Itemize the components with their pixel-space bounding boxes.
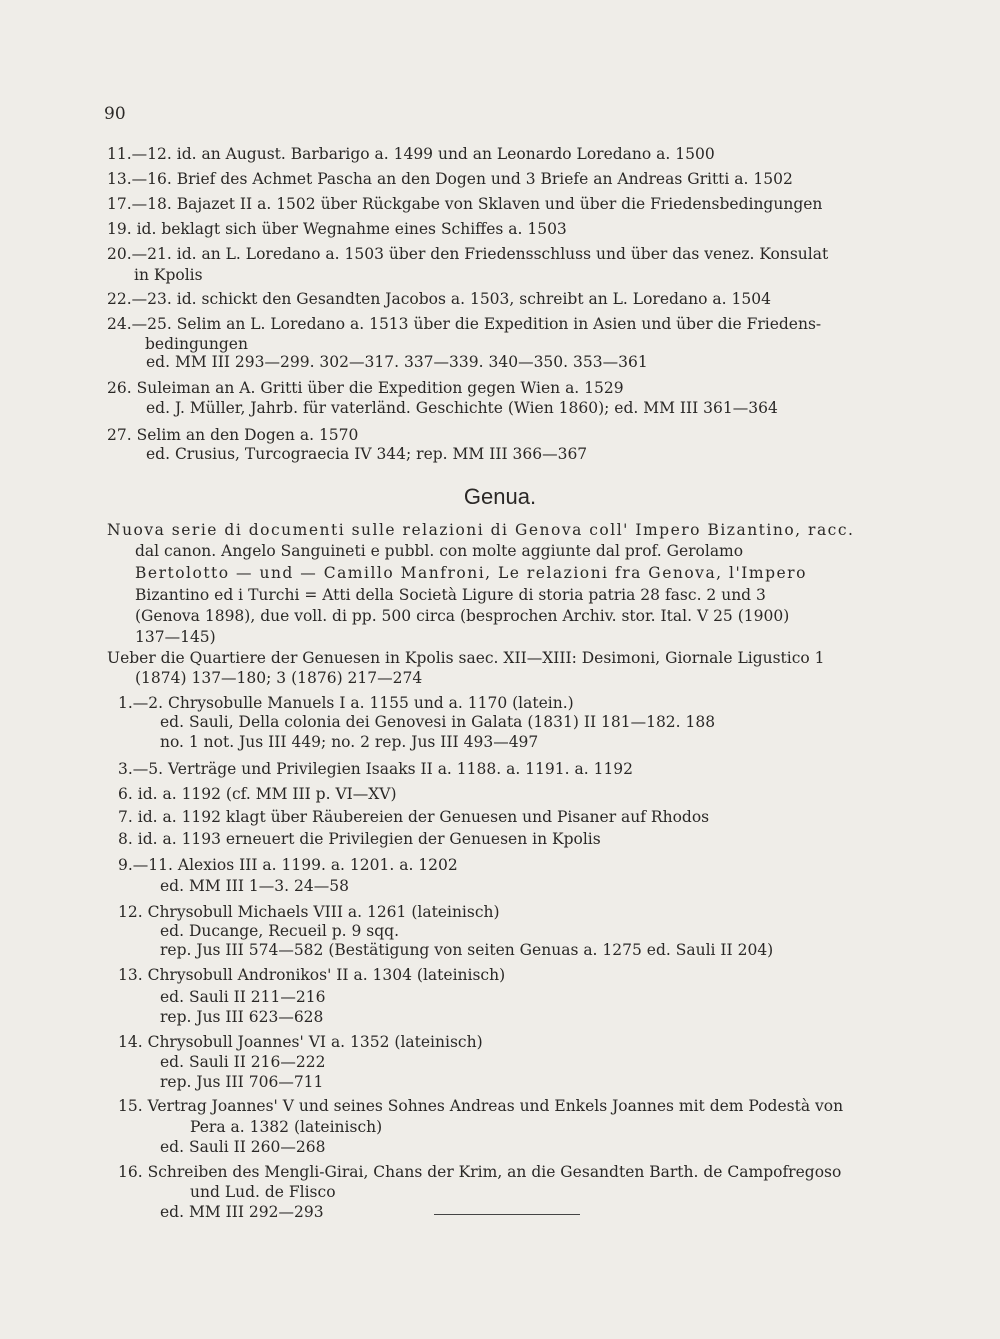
paragraph-line: (1874) 137—180; 3 (1876) 217—274 (135, 669, 423, 687)
edition-reference: ed. Sauli, Della colonia dei Genovesi in Galata (1831) II 181—182. 188 (160, 713, 716, 731)
paragraph-line: dal canon. Angelo Sanguineti e pubbl. con molte aggiunte dal prof. Gerolamo (135, 542, 744, 560)
paragraph-line: Ueber die Quartiere der Genuesen in Kpolis saec. XII—XIII: Desimoni, Giornale Ligustico 1 (107, 649, 825, 667)
paragraph-line: (Genova 1898), due voll. di pp. 500 circa (besprochen Archiv. stor. Ital. V 25 (1900) (135, 607, 790, 625)
edition-reference: ed. Sauli II 216—222 (160, 1053, 326, 1071)
list-item (118, 965, 505, 985)
list-item (118, 855, 458, 875)
entry-number: 1.—2. (118, 694, 164, 712)
list-item (107, 219, 567, 239)
list-item (118, 693, 574, 713)
entry-number: 11.—12. (107, 145, 172, 163)
list-item (118, 807, 709, 827)
entry-number: 3.—5. (118, 760, 164, 778)
entry-text: id. an August. Barbarigo a. 1499 und an Leonardo Loredano a. 1500 (176, 145, 715, 163)
entry-number: 12. (118, 903, 143, 921)
section-heading: Genua. (463, 484, 537, 509)
entry-number: 16. (118, 1163, 143, 1181)
edition-reference: ed. MM III 1—3. 24—58 (160, 877, 349, 895)
entry-number: 8. (118, 830, 133, 848)
entry-number: 26. (107, 379, 132, 397)
edition-reference: ed. Ducange, Recueil p. 9 sqq. (160, 922, 400, 940)
entry-text: Chrysobull Michaels VIII a. 1261 (lateinisch) (147, 903, 500, 921)
entry-text: Selim an L. Loredano a. 1513 über die Expedition in Asien und über die Friedens- (176, 315, 822, 333)
list-item (107, 244, 828, 264)
entry-number: 19. (107, 220, 132, 238)
list-item (118, 1096, 843, 1116)
entry-number: 13. (118, 966, 143, 984)
entry-text: id. beklagt sich über Wegnahme eines Schiffes a. 1503 (136, 220, 567, 238)
list-item-continuation: Pera a. 1382 (lateinisch) (190, 1118, 383, 1136)
entry-number: 27. (107, 426, 132, 444)
list-item (107, 144, 715, 164)
list-item-continuation: in Kpolis (134, 266, 203, 284)
entry-number: 14. (118, 1033, 143, 1051)
entry-text: Chrysobull Andronikos' II a. 1304 (lateinisch) (147, 966, 506, 984)
list-item-continuation: und Lud. de Flisco (190, 1183, 336, 1201)
entry-text: id. an L. Loredano a. 1503 über den Friedensschluss und über das venez. Konsulat (176, 245, 829, 263)
entry-number: 13.—16. (107, 170, 172, 188)
edition-reference: no. 1 not. Jus III 449; no. 2 rep. Jus III 493—497 (160, 733, 539, 751)
entry-text: Bajazet II a. 1502 über Rückgabe von Sklaven und über die Friedensbedingungen (176, 195, 823, 213)
edition-reference: ed. Sauli II 260—268 (160, 1138, 326, 1156)
entry-text: id. a. 1193 erneuert die Privilegien der Genuesen in Kpolis (137, 830, 601, 848)
paragraph-line: 137—145) (135, 628, 216, 646)
list-item (107, 378, 624, 398)
entry-text: Chrysobulle Manuels I a. 1155 und a. 1170 (latein.) (168, 694, 574, 712)
entry-text: Vertrag Joannes' V und seines Sohnes Andreas und Enkels Joannes mit dem Podestà von (147, 1097, 844, 1115)
list-item-continuation: bedingungen (145, 335, 248, 353)
entry-text: Verträge und Privilegien Isaaks II a. 1188. a. 1191. a. 1192 (168, 760, 634, 778)
entry-text: Chrysobull Joannes' VI a. 1352 (lateinisch) (147, 1033, 483, 1051)
list-item (118, 829, 601, 849)
edition-reference: ed. MM III 292—293 (160, 1203, 324, 1221)
list-item (107, 425, 358, 445)
entry-number: 22.—23. (107, 290, 172, 308)
edition-reference: rep. Jus III 574—582 (Bestätigung von seiten Genuas a. 1275 ed. Sauli II 204) (160, 941, 774, 959)
entry-text: Selim an den Dogen a. 1570 (136, 426, 359, 444)
paragraph-line: Bizantino ed i Turchi = Atti della Società Ligure di storia patria 28 fasc. 2 und 3 (135, 586, 766, 604)
entry-text: Brief des Achmet Pascha an den Dogen und 3 Briefe an Andreas Gritti a. 1502 (176, 170, 793, 188)
list-item (107, 289, 771, 309)
paragraph-line: Bertolotto — und — Camillo Manfroni, Le relazioni fra Genova, l'Impero (135, 564, 807, 582)
entry-text: Alexios III a. 1199. a. 1201. a. 1202 (177, 856, 458, 874)
entry-number: 20.—21. (107, 245, 172, 263)
paragraph-line: Nuova serie di documenti sulle relazioni di Genova coll' Impero Bizantino, racc. (107, 521, 855, 539)
entry-text: id. schickt den Gesandten Jacobos a. 1503, schreibt an L. Loredano a. 1504 (176, 290, 771, 308)
list-item (118, 784, 397, 804)
edition-reference: ed. Crusius, Turcograecia IV 344; rep. MM III 366—367 (146, 445, 588, 463)
list-item (107, 314, 821, 334)
entry-text: Schreiben des Mengli-Girai, Chans der Krim, an die Gesandten Barth. de Campofregoso (147, 1163, 842, 1181)
edition-reference: ed. J. Müller, Jahrb. für vaterländ. Geschichte (Wien 1860); ed. MM III 361—364 (146, 399, 778, 417)
list-item (107, 194, 822, 214)
entry-text: Suleiman an A. Gritti über die Expedition gegen Wien a. 1529 (136, 379, 624, 397)
entry-text: id. a. 1192 klagt über Räubereien der Genuesen und Pisaner auf Rhodos (137, 808, 710, 826)
list-item (107, 169, 793, 189)
entry-number: 9.—11. (118, 856, 173, 874)
entry-number: 24.—25. (107, 315, 172, 333)
list-item (118, 759, 633, 779)
entry-number: 17.—18. (107, 195, 172, 213)
edition-reference: rep. Jus III 623—628 (160, 1008, 324, 1026)
list-item (118, 1162, 841, 1182)
entry-number: 7. (118, 808, 133, 826)
entry-number: 6. (118, 785, 133, 803)
section-end-rule (434, 1214, 580, 1215)
entry-text: id. a. 1192 (cf. MM III p. VI—XV) (137, 785, 397, 803)
list-item (118, 902, 500, 922)
list-item (118, 1032, 483, 1052)
edition-reference: ed. Sauli II 211—216 (160, 988, 326, 1006)
edition-reference: rep. Jus III 706—711 (160, 1073, 324, 1091)
edition-reference: ed. MM III 293—299. 302—317. 337—339. 340—350. 353—361 (146, 353, 648, 371)
page-number: 90 (104, 104, 126, 124)
entry-number: 15. (118, 1097, 143, 1115)
